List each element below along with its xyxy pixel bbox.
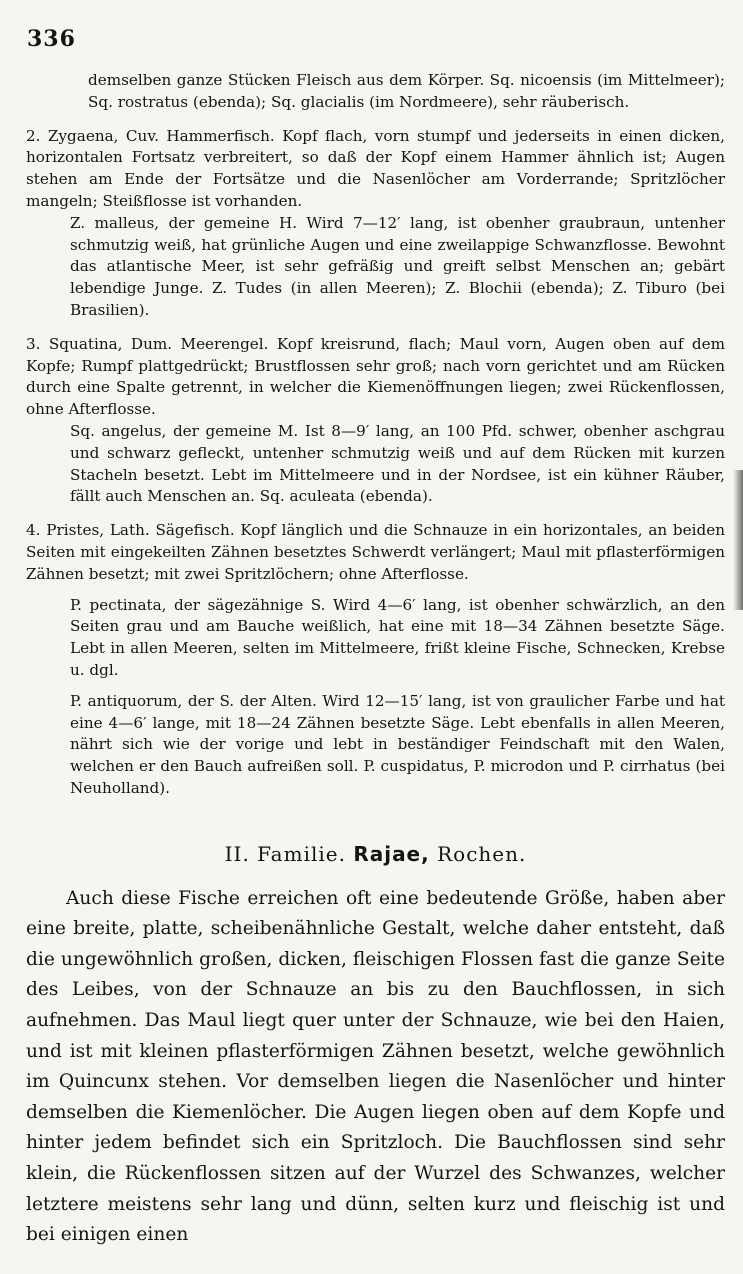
genus-zygaena: 2. Zygaena, Cuv. Hammerfisch. Kopf flach, vorn stumpf und jederseits in einen dicken, horizontalen Fortsatz verbreitert, so daß der Kopf einem Hammer ähnlich ist; Augen stehen am Ende der Fortsätze und die Nasenlöcher am Vorderrande; Spritzlöcher mangeln; Steißflosse ist vorhanden.: [26, 126, 725, 210]
family-heading-prefix: II. Familie.: [224, 841, 346, 866]
family-heading-name: Rajae,: [353, 841, 430, 866]
family-heading-german: Rochen.: [437, 841, 527, 866]
species-zygaena-malleus: Z. malleus, der gemeine H. Wird 7—12′ lang, ist obenher graubraun, untenher schmutzig weiß, hat grünliche Augen und eine zweilappige Schwanzflosse. Bewohnt das atlantische Meer, ist sehr gefräßig und greift selbst Menschen an; gebärt lebendige Junge. Z. Tudes (in allen Meeren); Z. Blochii (ebenda); Z. Tiburo (bei Brasilien).: [70, 213, 725, 319]
genus-squatina: 3. Squatina, Dum. Meerengel. Kopf kreisrund, flach; Maul vorn, Augen oben auf dem Kopfe; Rumpf plattgedrückt; Brustflossen sehr groß; nach vorn gerichtet und am Rücken durch eine Spalte getrennt, in welcher die Kiemenöffnungen liegen; zwei Rückenflossen, ohne Afterflosse.: [26, 334, 725, 419]
page-edge-shadow: [733, 470, 743, 610]
page-body: [26, 70, 725, 1251]
species-pristes-pectinata: P. pectinata, der sägezähnige S. Wird 4—6′ lang, ist obenher schwärzlich, an den Seiten grau und am Bauche weißlich, hat eine mit 18—34 Zähnen besetzte Säge. Lebt in allen Meeren, selten im Mittelmeere, frißt kleine Fische, Schnecken, Krebse u. dgl.: [70, 595, 725, 679]
page-number: 336: [27, 26, 76, 52]
continued-paragraph: demselben ganze Stücken Fleisch aus dem Körper. Sq. nicoensis (im Mittelmeer); Sq. rostratus (ebenda); Sq. glacialis (im Nordmeere), sehr räuberisch.: [88, 71, 725, 111]
species-pristes-antiquorum: P. antiquorum, der S. der Alten. Wird 12—15′ lang, ist von graulicher Farbe und hat eine 4—6′ lange, mit 18—24 Zähnen besetzte Säge. Lebt ebenfalls in allen Meeren, nährt sich wie der vorige und lebt in beständiger Feindschaft mit den Walen, welchen er den Bauch aufreißen soll. P. cuspidatus, P. microdon und P. cirrhatus (bei Neuholland).: [70, 691, 725, 797]
species-squatina-angelus: Sq. angelus, der gemeine M. Ist 8—9′ lang, an 100 Pfd. schwer, obenher aschgrau und schwarz gefleckt, untenher schmutzig weiß und auf dem Rücken mit kurzen Stacheln besetzt. Lebt im Mittelmeere und in der Nordsee, ist ein kühner Räuber, fällt auch Menschen an. Sq. aculeata (ebenda).: [70, 421, 725, 506]
family-heading: [26, 842, 725, 866]
genus-pristes: 4. Pristes, Lath. Sägefisch. Kopf länglich und die Schnauze in ein horizontales, an beiden Seiten mit eingekeilten Zähnen besetztes Schwerdt verlängert; Maul mit pflasterförmigen Zähnen besetzt; mit zwei Spritzlöchern; ohne Afterflosse.: [26, 521, 725, 583]
family-description: Auch diese Fische erreichen oft eine bedeutende Größe, haben aber eine breite, platte, scheibenähnliche Gestalt, welche daher entsteht, daß die ungewöhnlich großen, dicken, fleischigen Flossen fast die ganze Seite des Leibes, von der Schnauze an bis zu den Bauchflossen, in sich aufnehmen. Das Maul liegt quer unter der Schnauze, wie bei den Haien, und ist mit kleinen pflasterförmigen Zähnen besetzt, welche gewöhnlich im Quincunx stehen. Vor demselben liegen die Nasenlöcher und hinter demselben die Kiemenlöcher. Die Augen liegen oben auf dem Kopfe und hinter jedem befindet sich ein Spritzloch. Die Bauchflossen sind sehr klein, die Rückenflossen sitzen auf der Wurzel des Schwanzes, welcher letztere meistens sehr lang und dünn, selten kurz und fleischig ist und bei einigen einen: [26, 887, 725, 1246]
